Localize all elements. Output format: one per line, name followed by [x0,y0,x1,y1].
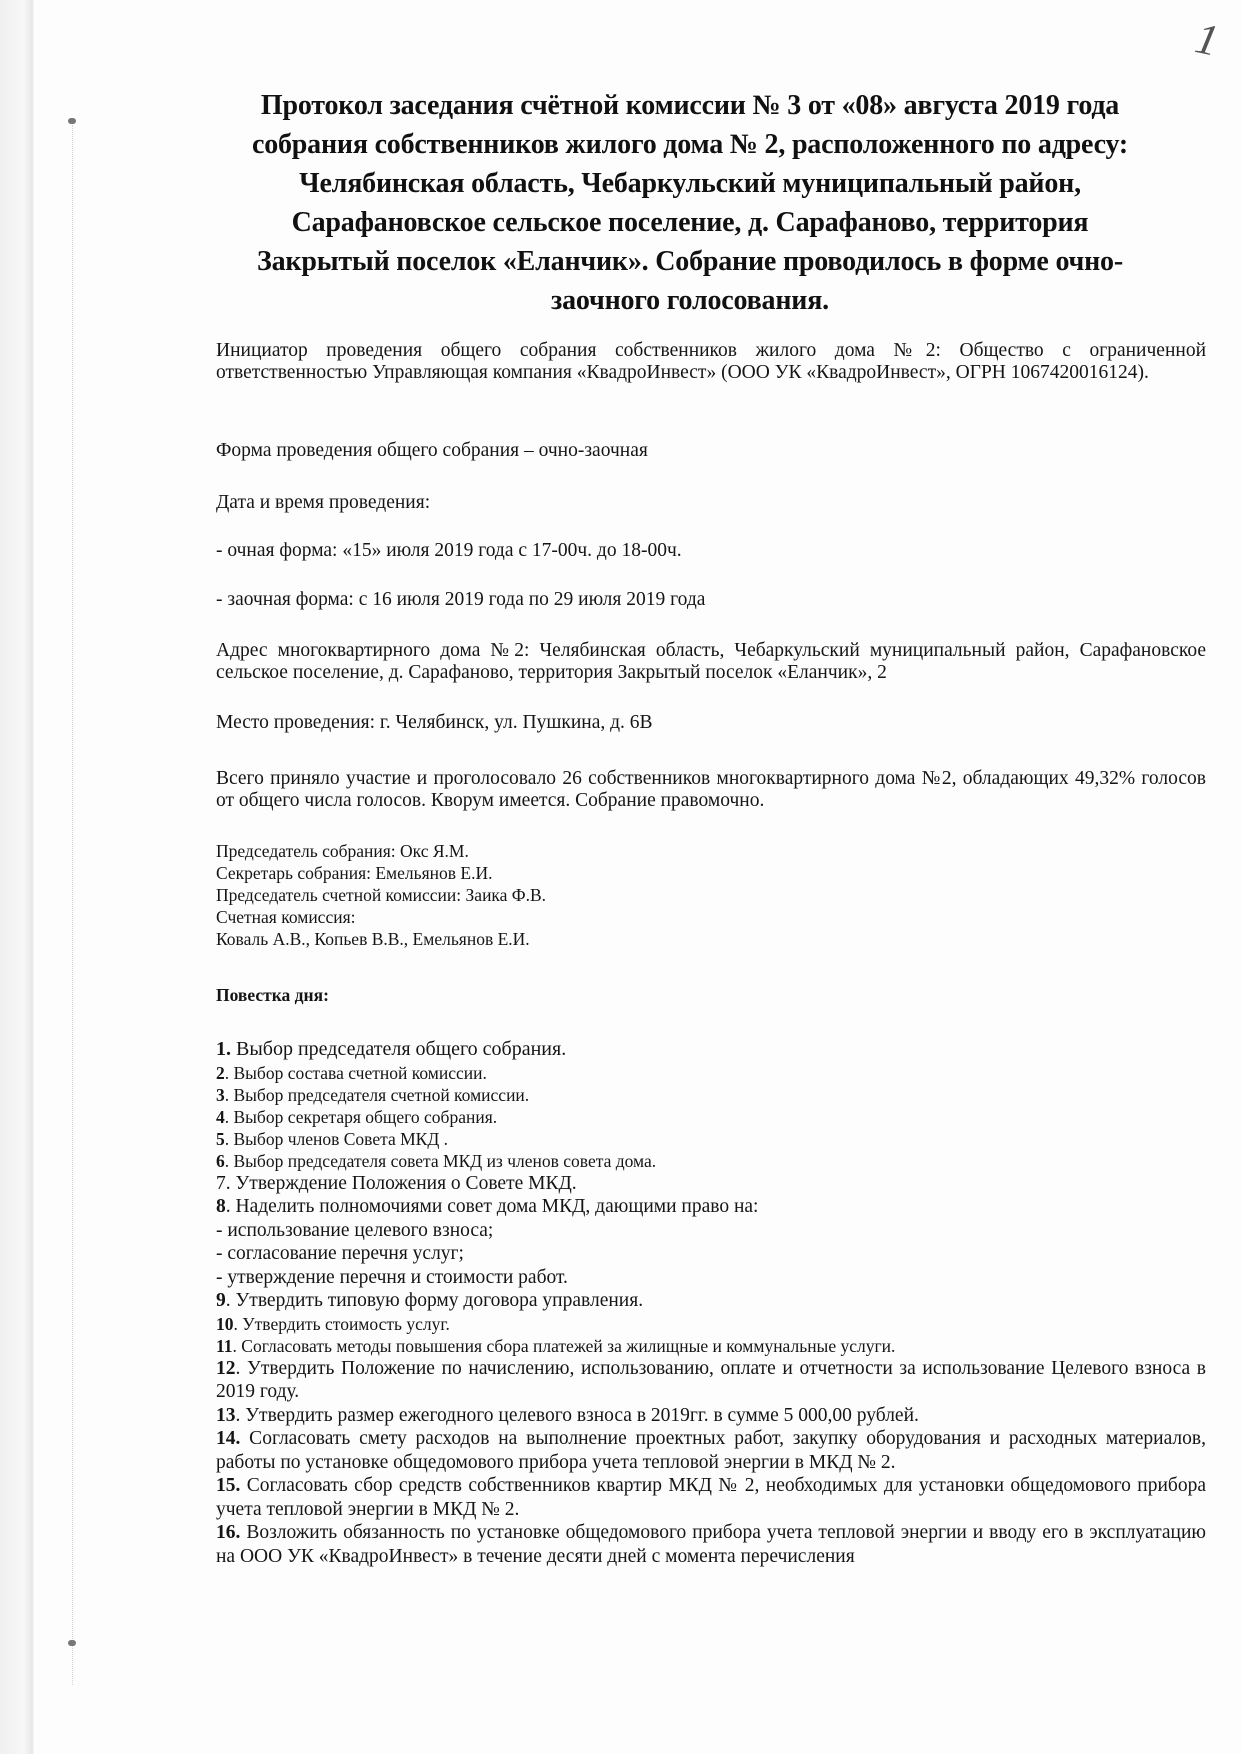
agenda-item [216,1427,1206,1474]
agenda-heading: Повестка дня: [216,985,329,1005]
agenda-item-text: . Выбор председателя счетной комиссии. [224,1084,530,1105]
building-address: Адрес многоквартирного дома №2: Челябинская область, Чебаркульский муниципальный район, Сарафановское сельское поселение, д. Сарафаново, территория Закрытый поселок «Еланчик», 2 [216,640,1206,683]
agenda-item-number: 6 [216,1150,225,1171]
officials-list [216,840,1206,950]
meeting-form: Форма проведения общего собрания – очно-заочная [216,440,648,461]
initiator-paragraph: Инициатор проведения общего собрания собственников жилого дома №2: Общество с ограниченной ответственностью Управляющая компания «КвадроИнвест» (ООО УК «КвадроИнвест», ОГРН 1067420016124). [216,340,1206,383]
agenda-item [216,1404,1206,1428]
agenda-item-text: . Выбор членов Совета МКД . [224,1128,449,1149]
agenda-item-number: 11 [216,1335,233,1356]
binding-thread-line [72,125,73,1685]
agenda-item-text: . Выбор секретаря общего собрания. [224,1106,498,1127]
agenda-item-text: . Согласовать методы повышения сбора платежей за жилищные и коммунальные услуги. [232,1335,896,1356]
agenda-item-text: Выбор председателя общего собрания. [231,1038,567,1060]
agenda-item [216,1195,1206,1219]
agenda-item [216,1335,1206,1357]
title-line: Сарафановское сельское поселение, д. Сарафаново, территория [291,207,1089,238]
agenda-item-text: . Утвердить типовую форму договора управления. [225,1290,644,1311]
agenda-subitem: - утверждение перечня и стоимости работ. [216,1266,568,1288]
official-line: Председатель счетной комиссии: Заика Ф.В. [216,885,547,905]
agenda-item-number: 1. [216,1038,231,1060]
title-line: Закрытый поселок «Еланчик». Собрание проводилось в форме очно- [257,246,1123,277]
binding-hole-mark [68,1640,76,1646]
title-line: собрания собственников жилого дома № 2, расположенного по адресу: [251,129,1129,160]
agenda-item-number: 7 [216,1172,226,1194]
absentee-session: - заочная форма: с 16 июля 2019 года по 29 июля 2019 года [216,589,706,610]
agenda-item-text: Согласовать сбор средств собственников квартир МКД № 2, необходимых для установки общедомового прибора учета тепловой энергии в МКД № 2. [216,1475,1206,1520]
agenda-item-text: . Выбор состава счетной комиссии. [224,1062,487,1083]
meeting-venue: Место проведения: г. Челябинск, ул. Пушкина, д. 6В [216,712,653,733]
agenda-item-text: Согласовать смету расходов на выполнение проектных работ, закупку оборудования и расходных материалов, работы по установке общедомового прибора учета тепловой энергии в МКД № 2. [216,1428,1206,1473]
agenda-item-text: . Утверждение Положения о Совете МКД. [225,1172,577,1194]
agenda-item-number: 14. [216,1428,241,1449]
binding-hole-mark [68,118,76,124]
agenda-item [216,1172,1206,1196]
agenda-item-number: 10 [216,1313,234,1334]
agenda-item-number: 5 [216,1128,225,1149]
agenda-item [216,1357,1206,1404]
scan-left-margin [0,0,34,1754]
agenda-item-number: 2 [216,1062,225,1083]
official-line: Счетная комиссия: [216,907,356,927]
agenda-item [216,1062,1206,1084]
agenda-item-number: 8 [216,1196,226,1217]
handwritten-page-number: 1 [1191,13,1223,66]
title-line: Протокол заседания счётной комиссии № 3 от «08» августа 2019 года [260,90,1120,121]
official-line: Секретарь собрания: Емельянов Е.И. [216,863,493,883]
agenda-item-number: 13 [216,1404,236,1426]
date-time-label: Дата и время проведения: [216,492,431,513]
agenda-item [216,1289,1206,1313]
agenda-item-number: 16. [216,1522,241,1543]
agenda-item-text: . Выбор председателя совета МКД из членов совета дома. [224,1150,657,1171]
agenda-list [216,1038,1206,1568]
official-line: Председатель собрания: Окс Я.М. [216,841,469,861]
title-line: заочного голосования. [551,285,829,316]
document-title [215,86,1165,320]
agenda-item-text: . Утвердить стоимость услуг. [233,1313,450,1334]
agenda-item [216,1106,1206,1128]
agenda-item-number: 15. [216,1475,241,1496]
agenda-item-text: . Наделить полномочиями совет дома МКД, дающими право на: [225,1196,759,1217]
agenda-item [216,1150,1206,1172]
agenda-item [216,1084,1206,1106]
agenda-subitem: - использование целевого взноса; [216,1219,494,1241]
agenda-item-number: 9 [216,1290,226,1311]
agenda-item [216,1038,1206,1062]
agenda-item-number: 4 [216,1106,225,1127]
quorum-statement: Всего приняло участие и проголосовало 26 собственников многоквартирного дома №2, обладающих 49,32% голосов от общего числа голосов. Кворум имеется. Собрание правомочно. [216,768,1206,811]
agenda-item [216,1128,1206,1150]
agenda-item-number: 3 [216,1084,225,1105]
agenda-item-text: . Утвердить Положение по начислению, использованию, оплате и отчетности за использование Целевого взноса в 2019 году. [216,1357,1206,1402]
title-line: Челябинская область, Чебаркульский муниципальный район, [299,168,1081,199]
in-person-session: - очная форма: «15» июля 2019 года с 17-00ч. до 18-00ч. [216,540,682,561]
agenda-subitem: - согласование перечня услуг; [216,1243,464,1264]
official-line: Коваль А.В., Копьев В.В., Емельянов Е.И. [216,929,530,949]
agenda-item [216,1313,1206,1335]
agenda-item-text: Возложить обязанность по установке общедомового прибора учета тепловой энергии и вводу его в эксплуатацию на ООО УК «КвадроИнвест» в течение десяти дней с момента перечисления [216,1522,1206,1567]
agenda-item-number: 12 [216,1357,236,1379]
agenda-item [216,1474,1206,1521]
agenda-item [216,1521,1206,1568]
agenda-item-text: . Утвердить размер ежегодного целевого взноса в 2019гг. в сумме 5 000,00 рублей. [235,1404,919,1426]
